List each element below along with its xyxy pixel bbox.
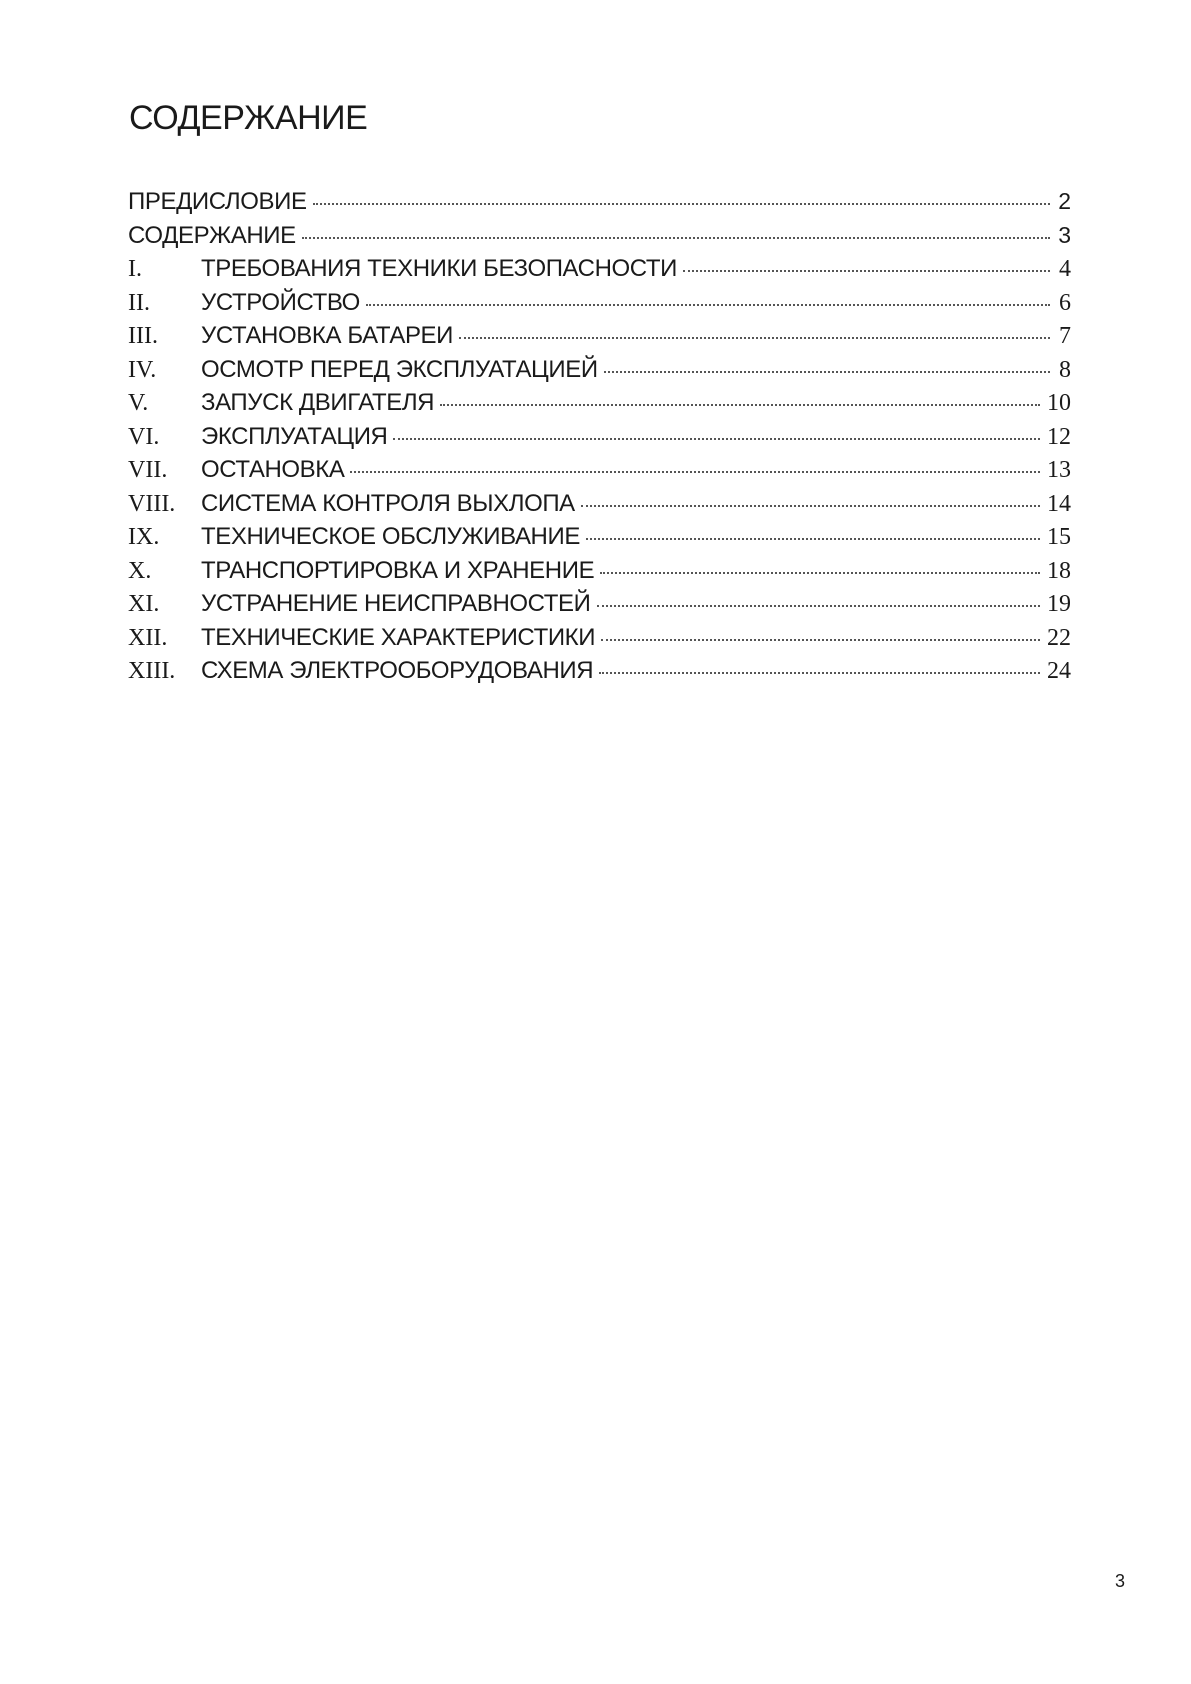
toc-entry-number: XII. [128,624,168,651]
toc-entry-page: 12 [1047,423,1071,450]
toc-entry-number: XI. [128,591,160,617]
toc-entry-title: ОСМОТР ПЕРЕД ЭКСПЛУАТАЦИЕЙ [201,355,598,383]
toc-entry-page: 10 [1047,390,1071,416]
toc-entry-section-8[interactable] [128,490,1071,524]
toc-entry-page: 4 [1059,256,1071,282]
toc-entry-page: 2 [1058,188,1071,214]
toc-entry-section-4[interactable] [128,356,1071,390]
toc-entry-number: IV. [128,356,157,383]
dot-leader [459,337,1050,339]
toc-entry-title: ОСТАНОВКА [201,456,345,483]
toc-entry-page: 22 [1047,624,1071,651]
toc-entry-number: VII. [128,457,168,483]
toc-entry-title: ТРАНСПОРТИРОВКА И ХРАНЕНИЕ [201,556,595,584]
dot-leader [600,572,1040,574]
toc-entry-preface[interactable] [128,188,1071,222]
page-number: 3 [1115,1571,1126,1591]
table-of-contents [128,188,1071,691]
toc-entry-title: УСТРОЙСТВО [201,288,360,316]
dot-leader [597,605,1041,607]
toc-entry-number: XIII. [128,658,176,684]
toc-entry-page: 24 [1047,658,1071,684]
toc-entry-number: V. [128,390,149,416]
toc-entry-page: 19 [1047,591,1071,617]
toc-entry-section-9[interactable] [128,523,1071,557]
toc-entry-number: III. [128,323,158,349]
toc-entry-title: УСТАНОВКА БАТАРЕИ [201,322,454,349]
toc-entry-title: ЭКСПЛУАТАЦИЯ [201,422,388,450]
toc-entry-title: ТЕХНИЧЕСКОЕ ОБСЛУЖИВАНИЕ [201,523,580,550]
toc-entry-page: 15 [1047,524,1071,550]
dot-leader [581,505,1040,507]
toc-entry-page: 7 [1059,323,1071,349]
toc-entry-title: ТЕХНИЧЕСКИЕ ХАРАКТЕРИСТИКИ [201,623,596,651]
dot-leader [599,672,1040,674]
toc-entry-title: СИСТЕМА КОНТРОЛЯ ВЫХЛОПА [201,489,575,517]
dot-leader [683,270,1050,272]
toc-entry-number: VIII. [128,490,176,517]
toc-entry-title: ПРЕДИСЛОВИЕ [128,188,307,215]
toc-entry-section-11[interactable] [128,590,1071,624]
dot-leader [302,237,1050,239]
dot-leader [313,203,1050,205]
dot-leader [604,371,1050,373]
toc-entry-page: 14 [1047,490,1071,517]
toc-entry-title: ЗАПУСК ДВИГАТЕЛЯ [201,389,435,416]
toc-entry-number: IX. [128,524,160,550]
dot-leader [586,538,1040,540]
toc-entry-number: I. [128,256,142,282]
toc-entry-number: VI. [128,423,160,450]
toc-entry-number: X. [128,557,152,584]
dot-leader [366,304,1050,306]
toc-entry-section-5[interactable] [128,389,1071,423]
toc-entry-number: II. [128,289,150,316]
toc-entry-page: 3 [1058,221,1071,248]
dot-leader [440,404,1040,406]
page-title: СОДЕРЖАНИЕ [129,99,368,137]
dot-leader [601,639,1040,641]
toc-entry-section-2[interactable] [128,289,1071,323]
toc-entry-section-13[interactable] [128,657,1071,691]
toc-entry-section-10[interactable] [128,557,1071,591]
toc-entry-title: УСТРАНЕНИЕ НЕИСПРАВНОСТЕЙ [201,590,591,617]
toc-entry-page: 6 [1059,289,1071,316]
toc-entry-section-1[interactable] [128,255,1071,289]
toc-entry-title: ТРЕБОВАНИЯ ТЕХНИКИ БЕЗОПАСНОСТИ [201,255,678,282]
toc-entry-page: 8 [1059,356,1071,383]
toc-entry-title: СОДЕРЖАНИЕ [128,221,296,249]
toc-entry-page: 13 [1047,457,1071,483]
dot-leader [350,471,1040,473]
toc-entry-page: 18 [1047,557,1071,584]
toc-entry-section-6[interactable] [128,423,1071,457]
dot-leader [393,438,1040,440]
toc-entry-title: СХЕМА ЭЛЕКТРООБОРУДОВАНИЯ [201,657,594,684]
toc-entry-section-12[interactable] [128,624,1071,658]
toc-entry-contents[interactable] [128,222,1071,256]
toc-entry-section-3[interactable] [128,322,1071,356]
toc-entry-section-7[interactable] [128,456,1071,490]
